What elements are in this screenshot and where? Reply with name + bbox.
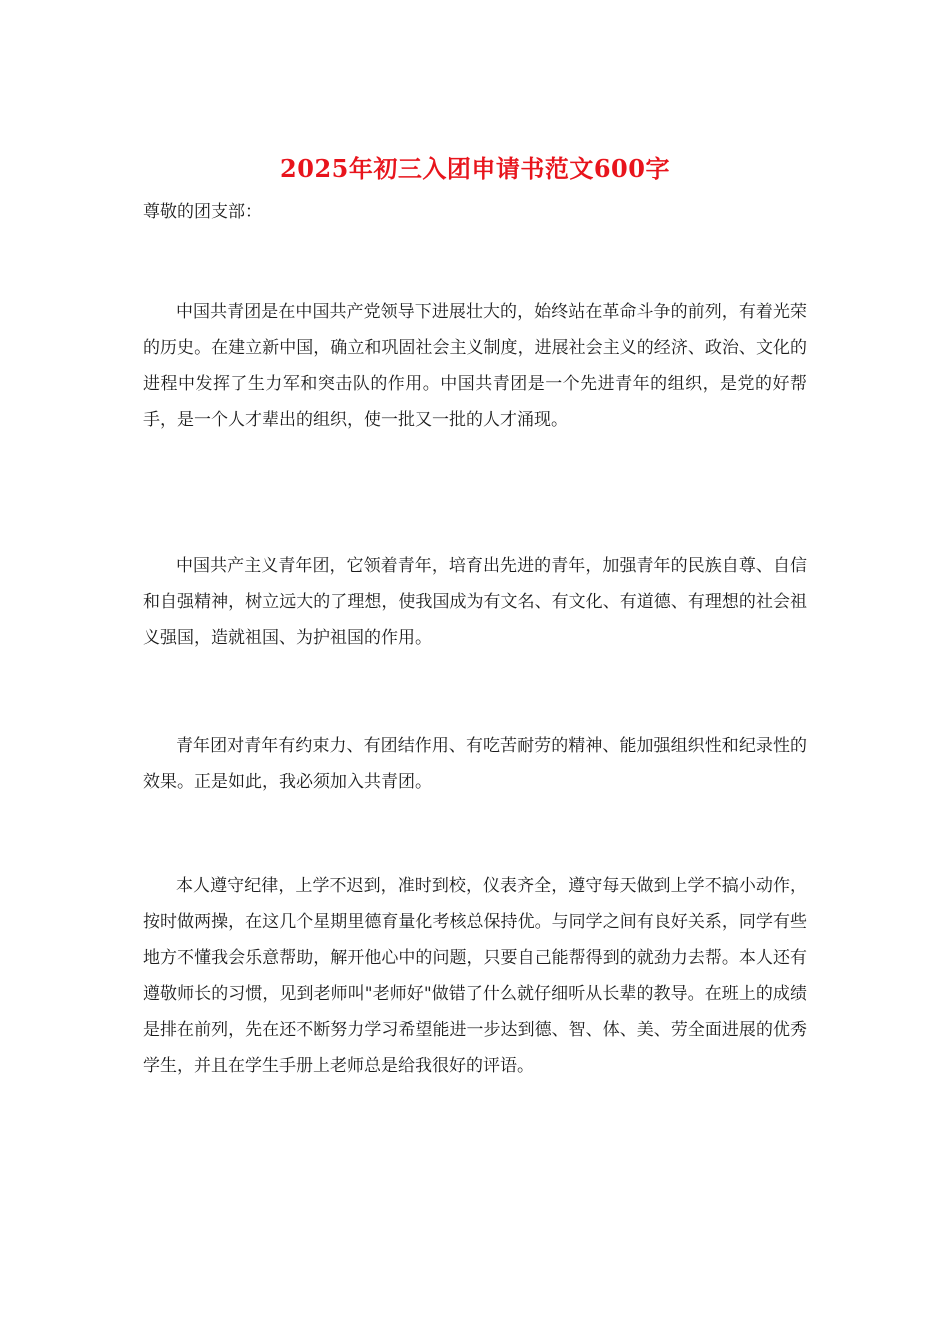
paragraph-3: 青年团对青年有约束力、有团结作用、有吃苦耐劳的精神、能加强组织性和纪录性的效果。正是如此，我必须加入共青团。 [143, 736, 807, 792]
salutation: 尊敬的团支部： [143, 202, 262, 222]
paragraph-1: 中国共青团是在中国共产党领导下进展壮大的，始终站在革命斗争的前列，有着光荣的历史。在建立新中国，确立和巩固社会主义制度，进展社会主义的经济、政治、文化的进程中发挥了生力军和突击队的作用。中国共青团是一个先进青年的组织，是党的好帮手，是一个人才辈出的组织，使一批又一批的人才涌现。 [143, 302, 807, 430]
paragraph-2: 中国共产主义青年团，它领着青年，培育出先进的青年，加强青年的民族自尊、自信和自强精神，树立远大的了理想，使我国成为有文名、有文化、有道德、有理想的社会祖义强国，造就祖国、为护祖国的作用。 [143, 556, 807, 648]
paragraph-4: 本人遵守纪律，上学不迟到，准时到校，仪表齐全，遵守每天做到上学不搞小动作，按时做两操，在这几个星期里德育量化考核总保持优。与同学之间有良好关系，同学有些地方不懂我会乐意帮助，解开他心中的问题，只要自己能帮得到的就劲力去帮。本人还有遵敬师长的习惯，见到老师叫"老师好"做错了什么就仔细听从长辈的教导。在班上的成绩是排在前列，先在还不断努力学习希望能进一步达到德、智、体、美、劳全面进展的优秀学生，并且在学生手册上老师总是给我很好的评语。 [143, 876, 807, 1076]
document-title: 2025年初三入团申请书范文600字 [280, 154, 670, 183]
